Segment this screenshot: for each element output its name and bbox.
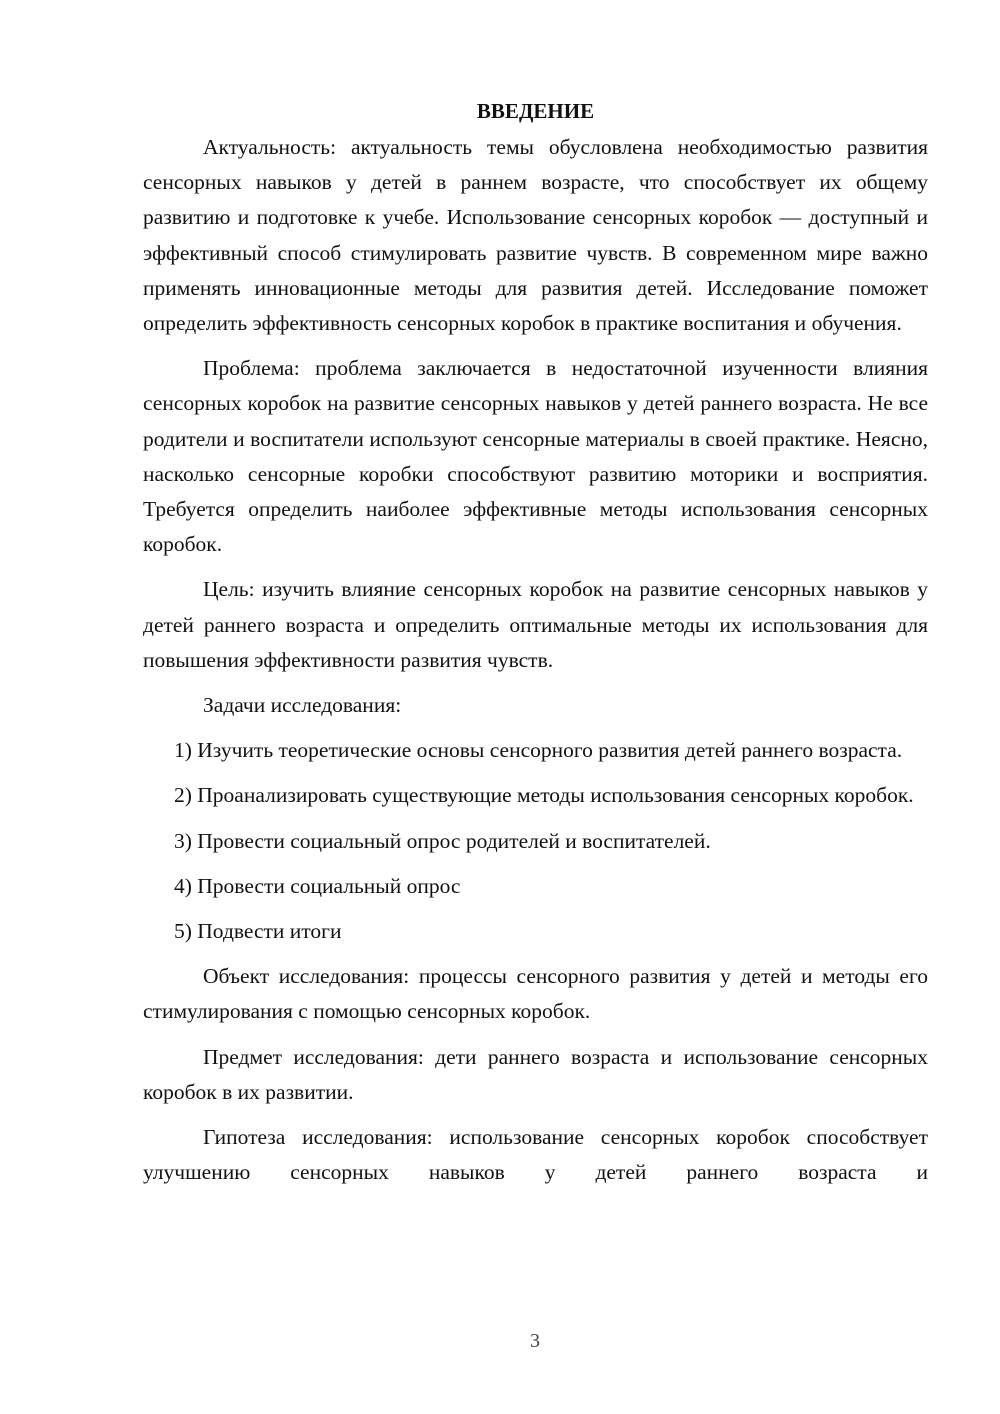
task-item-1: 1) Изучить теоретические основы сенсорного развития детей раннего возраста.	[174, 738, 903, 763]
tasks-heading: Задачи исследования:	[203, 693, 402, 718]
task-item-2: 2) Проанализировать существующие методы использования сенсорных коробок.	[174, 783, 914, 808]
paragraph-object: Объект исследования: процессы сенсорного развития у детей и методы его стимулирования с помощью сенсорных коробок.	[143, 964, 928, 1024]
paragraph-relevance: Актуальность: актуальность темы обусловлена необходимостью развития сенсорных навыков у детей в раннем возрасте, что способствует их общему развитию и подготовке к учебе. Использование сенсорных коробок — доступный и эффективный способ стимулировать развитие чувств. В современном мире важно применять инновационные методы для развития детей. Исследование поможет определить эффективность сенсорных коробок в практике воспитания и обучения.	[143, 135, 928, 336]
paragraph-problem: Проблема: проблема заключается в недостаточной изученности влияния сенсорных коробок на развитие сенсорных навыков у детей раннего возраста. Не все родители и воспитатели используют сенсорные материалы в своей практике. Неясно, насколько сенсорные коробки способствуют развитию моторики и восприятия. Требуется определить наиболее эффективные методы использования сенсорных коробок.	[143, 356, 928, 557]
paragraph-hypothesis: Гипотеза исследования: использование сенсорных коробок способствует улучшению сенсорных навыков у детей раннего возраста и	[143, 1125, 928, 1185]
page-number: 3	[530, 1330, 540, 1352]
task-item-5: 5) Подвести итоги	[174, 919, 342, 944]
paragraph-subject: Предмет исследования: дети раннего возраста и использование сенсорных коробок в их развитии.	[143, 1044, 928, 1104]
task-item-4: 4) Провести социальный опрос	[174, 873, 461, 898]
section-title: ВВЕДЕНИЕ	[476, 99, 595, 123]
paragraph-goal: Цель: изучить влияние сенсорных коробок на развитие сенсорных навыков у детей раннего возраста и определить оптимальные методы их использования для повышения эффективности развития чувств.	[143, 577, 928, 672]
task-item-3: 3) Провести социальный опрос родителей и воспитателей.	[174, 828, 711, 853]
document-page	[143, 92, 928, 1190]
